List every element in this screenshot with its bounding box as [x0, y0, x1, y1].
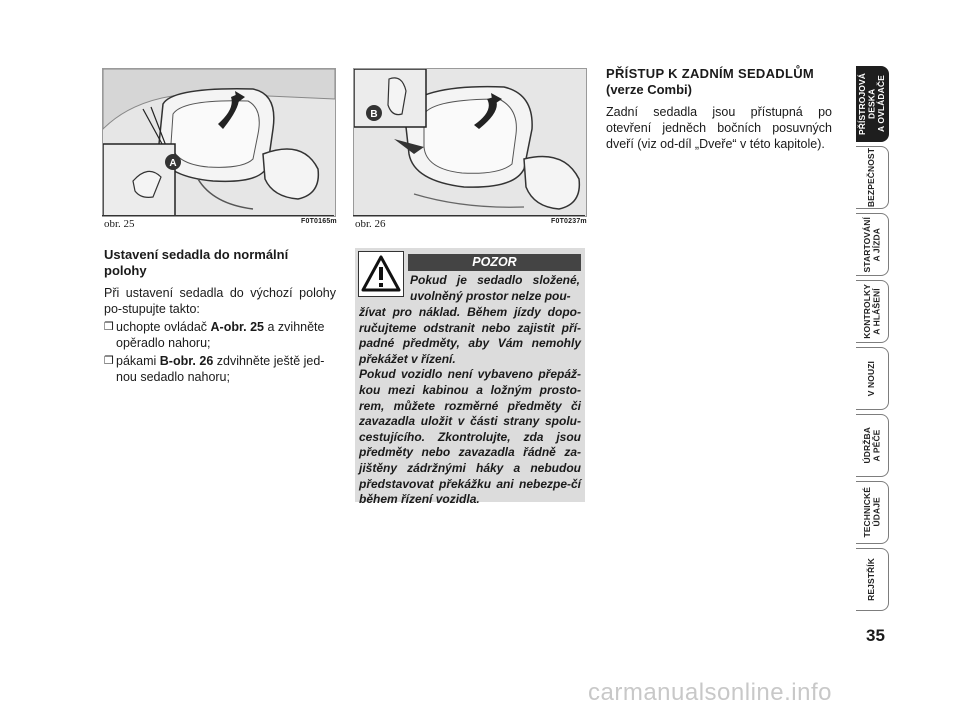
bullet-text: zdvihněte ještě jed-nou sedadlo nahoru; — [116, 354, 325, 384]
figure-26-rule — [353, 215, 585, 216]
access-heading: PŘÍSTUP K ZADNÍM SEDADLŮM — [606, 66, 815, 81]
figure-26 — [353, 68, 587, 217]
warning-box — [355, 248, 585, 507]
section-heading: Ustavení sedadla do normální polohy — [104, 247, 289, 278]
warning-title — [408, 254, 581, 271]
page-number: 35 — [866, 626, 885, 645]
right-column — [606, 66, 832, 152]
bullet-reference: A-obr. 25 — [210, 320, 265, 334]
warning-title-text: POZOR — [472, 255, 517, 269]
tab-label: V NOUZI — [866, 360, 877, 397]
bullet-text: a zvihněte opěradlo nahoru; — [116, 320, 325, 350]
tab-label: TECHNICKÉ ÚDAJE — [861, 487, 881, 538]
seat-illustration-b — [354, 69, 586, 216]
intro-paragraph: Při ustavení sedadla do výchozí polohy po-stupujte takto: — [104, 286, 336, 316]
warning-icon-frame — [358, 251, 404, 297]
figure-26-caption: obr. 26 — [355, 218, 386, 230]
tab-label: STARTOVÁNÍ A JÍZDA — [861, 216, 881, 273]
tab-label: ÚDRŽBA A PÉČE — [861, 427, 881, 464]
figure-25 — [102, 68, 336, 217]
figure-25-caption: obr. 25 — [104, 218, 135, 230]
checkbox-bullet-icon: ❒ — [104, 355, 114, 367]
tab-label: BEZPEČNOST — [866, 147, 877, 208]
callout-a: A — [169, 158, 177, 169]
bullet-text: pákami — [116, 354, 160, 368]
tab-bezpecnost[interactable] — [856, 146, 889, 209]
bullet-text: uchopte ovládač — [116, 320, 211, 334]
callout-b: B — [370, 109, 378, 120]
warning-text-body — [359, 305, 581, 508]
tab-label: KONTROLKY A HLÁŠENÍ — [861, 284, 881, 339]
tab-label: REJSTŘÍK — [866, 558, 877, 601]
warning-triangle-icon — [359, 252, 403, 296]
bullet-item — [104, 353, 336, 385]
tab-technicke-udaje[interactable] — [856, 481, 889, 544]
watermark: carmanualsonline.info — [588, 679, 832, 706]
left-column — [104, 247, 336, 385]
figure-26-code: F0T0237m — [551, 218, 587, 225]
access-subheading: (verze Combi) — [606, 82, 692, 97]
checkbox-bullet-icon: ❒ — [104, 321, 114, 333]
tab-rejstrik[interactable] — [856, 548, 889, 611]
figure-25-rule — [102, 215, 334, 216]
tab-label: PŘÍSTROJOVÁ DESKA A OVLÁDAČE — [856, 72, 886, 136]
warning-text-first: Pokud je sedadlo složené, uvolněný prostor nelze pou- — [410, 273, 580, 303]
tab-udrzba[interactable] — [856, 414, 889, 477]
bullet-reference: B-obr. 26 — [159, 354, 214, 368]
tab-startovani[interactable] — [856, 213, 889, 276]
tab-kontrolky[interactable] — [856, 280, 889, 343]
warning-paragraph-1: žívat pro náklad. Během jízdy dopo-ručujteme odstranit nebo zajistit pří-padné předměty, aby Vám nemohly překážet v řízení. — [359, 305, 581, 366]
figure-25-code: F0T0165m — [301, 218, 337, 225]
tab-pristrojova-deska[interactable] — [856, 66, 889, 142]
access-paragraph: Zadní sedadla jsou přístupná po otevření jedněch bočních posuvných dveří (viz od-díl „Dveře“ v této kapitole). — [606, 105, 832, 151]
warning-paragraph-2: Pokud vozidlo není vybaveno přepáž-kou mezi kabinou a ložným prosto-rem, můžete rozměrné předměty či zavazadla uložit v části strany spolu-cestujícího. Zkontrolujte, zda jsou předměty nebo zavazadla řádně za-jištěny zádržnými háky a nebudou představovat překážku ani nebezpe-čí během řízení vozidla. — [359, 367, 581, 507]
tab-v-nouzi[interactable] — [856, 347, 889, 410]
seat-illustration-a — [103, 69, 335, 216]
bullet-item — [104, 319, 336, 351]
